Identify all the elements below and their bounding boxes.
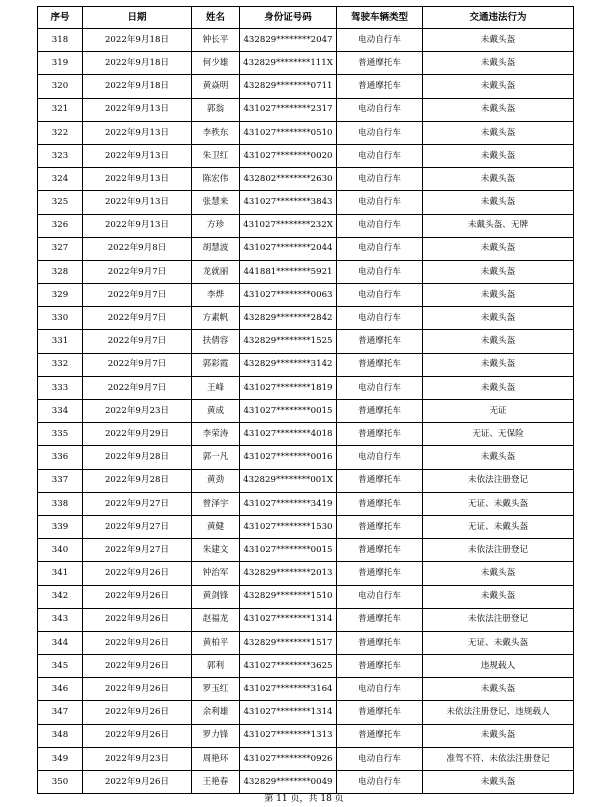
cell-violation: 未戴头盔 [423, 353, 574, 376]
cell-name: 罗力锋 [192, 724, 240, 747]
cell-violation: 未戴头盔 [423, 52, 574, 75]
cell-vehicle-type: 普通摩托车 [337, 701, 423, 724]
cell-violation: 未戴头盔 [423, 98, 574, 121]
cell-id-number: 431027********2317 [240, 98, 337, 121]
cell-index: 325 [38, 191, 83, 214]
table-row [38, 330, 574, 353]
cell-index: 337 [38, 469, 83, 492]
table-row [38, 608, 574, 631]
cell-vehicle-type: 普通摩托车 [337, 492, 423, 515]
cell-vehicle-type: 普通摩托车 [337, 330, 423, 353]
cell-violation: 无证、未戴头盔 [423, 631, 574, 654]
cell-date: 2022年9月26日 [83, 608, 192, 631]
cell-violation: 未戴头盔 [423, 771, 574, 794]
cell-vehicle-type: 普通摩托车 [337, 515, 423, 538]
cell-id-number: 431027********1313 [240, 724, 337, 747]
cell-vehicle-type: 电动自行车 [337, 121, 423, 144]
cell-id-number: 432829********2013 [240, 562, 337, 585]
cell-id-number: 431027********4018 [240, 423, 337, 446]
table-row [38, 237, 574, 260]
table-header-row [38, 7, 574, 29]
cell-name: 郭翁 [192, 98, 240, 121]
table-row [38, 144, 574, 167]
cell-violation: 准驾不符、未依法注册登记 [423, 747, 574, 770]
table-row [38, 260, 574, 283]
cell-violation: 未戴头盔、无牌 [423, 214, 574, 237]
table-row [38, 75, 574, 98]
cell-date: 2022年9月13日 [83, 98, 192, 121]
cell-name: 陈宏伟 [192, 168, 240, 191]
table-row [38, 469, 574, 492]
cell-index: 328 [38, 260, 83, 283]
cell-index: 326 [38, 214, 83, 237]
table-row [38, 701, 574, 724]
cell-vehicle-type: 普通摩托车 [337, 539, 423, 562]
cell-name: 罗玉红 [192, 678, 240, 701]
cell-index: 338 [38, 492, 83, 515]
cell-date: 2022年9月18日 [83, 52, 192, 75]
cell-name: 李荣涛 [192, 423, 240, 446]
cell-vehicle-type: 电动自行车 [337, 237, 423, 260]
cell-id-number: 431027********2044 [240, 237, 337, 260]
cell-violation: 未戴头盔 [423, 75, 574, 98]
cell-date: 2022年9月13日 [83, 214, 192, 237]
cell-vehicle-type: 普通摩托车 [337, 562, 423, 585]
cell-name: 王艳春 [192, 771, 240, 794]
cell-date: 2022年9月13日 [83, 168, 192, 191]
cell-vehicle-type: 电动自行车 [337, 446, 423, 469]
cell-violation: 违规载人 [423, 655, 574, 678]
cell-index: 319 [38, 52, 83, 75]
table-row [38, 539, 574, 562]
cell-date: 2022年9月26日 [83, 701, 192, 724]
violations-table [37, 6, 574, 794]
cell-id-number: 441881********5921 [240, 260, 337, 283]
cell-violation: 未戴头盔 [423, 29, 574, 52]
cell-date: 2022年9月28日 [83, 469, 192, 492]
table-row [38, 446, 574, 469]
cell-date: 2022年9月7日 [83, 330, 192, 353]
page-footer: 第 11 页，共 18 页 [264, 794, 344, 804]
cell-name: 黄焱明 [192, 75, 240, 98]
cell-vehicle-type: 电动自行车 [337, 284, 423, 307]
table-row [38, 29, 574, 52]
header-vehicle-type: 驾驶车辆类型 [337, 7, 423, 29]
cell-index: 336 [38, 446, 83, 469]
cell-vehicle-type: 普通摩托车 [337, 724, 423, 747]
cell-vehicle-type: 普通摩托车 [337, 631, 423, 654]
cell-vehicle-type: 电动自行车 [337, 260, 423, 283]
cell-violation: 未戴头盔 [423, 191, 574, 214]
cell-vehicle-type: 普通摩托车 [337, 52, 423, 75]
table-row [38, 655, 574, 678]
cell-name: 曾泽宇 [192, 492, 240, 515]
cell-id-number: 432829********2047 [240, 29, 337, 52]
cell-violation: 未戴头盔 [423, 446, 574, 469]
cell-vehicle-type: 普通摩托车 [337, 75, 423, 98]
cell-index: 341 [38, 562, 83, 585]
cell-id-number: 431027********3625 [240, 655, 337, 678]
cell-violation: 未戴头盔 [423, 121, 574, 144]
cell-index: 346 [38, 678, 83, 701]
table-row [38, 771, 574, 794]
header-date: 日期 [83, 7, 192, 29]
cell-id-number: 431027********1314 [240, 608, 337, 631]
cell-date: 2022年9月23日 [83, 747, 192, 770]
table-row [38, 678, 574, 701]
cell-id-number: 432829********111X [240, 52, 337, 75]
cell-index: 323 [38, 144, 83, 167]
cell-date: 2022年9月26日 [83, 585, 192, 608]
cell-vehicle-type: 电动自行车 [337, 771, 423, 794]
cell-name: 黄健 [192, 515, 240, 538]
cell-date: 2022年9月18日 [83, 29, 192, 52]
cell-name: 王峰 [192, 376, 240, 399]
cell-violation: 未依法注册登记、违规载人 [423, 701, 574, 724]
cell-date: 2022年9月13日 [83, 191, 192, 214]
cell-vehicle-type: 电动自行车 [337, 307, 423, 330]
cell-vehicle-type: 电动自行车 [337, 747, 423, 770]
cell-name: 朱建文 [192, 539, 240, 562]
cell-name: 周艳环 [192, 747, 240, 770]
cell-date: 2022年9月29日 [83, 423, 192, 446]
cell-index: 331 [38, 330, 83, 353]
cell-index: 329 [38, 284, 83, 307]
cell-vehicle-type: 电动自行车 [337, 678, 423, 701]
cell-index: 318 [38, 29, 83, 52]
cell-date: 2022年9月26日 [83, 678, 192, 701]
cell-id-number: 431027********1530 [240, 515, 337, 538]
cell-vehicle-type: 普通摩托车 [337, 423, 423, 446]
cell-vehicle-type: 普通摩托车 [337, 469, 423, 492]
cell-vehicle-type: 普通摩托车 [337, 655, 423, 678]
cell-violation: 未戴头盔 [423, 678, 574, 701]
table-row [38, 168, 574, 191]
cell-violation: 未戴头盔 [423, 284, 574, 307]
cell-id-number: 432829********1510 [240, 585, 337, 608]
cell-violation: 无证 [423, 400, 574, 423]
table-row [38, 562, 574, 585]
cell-id-number: 431027********1819 [240, 376, 337, 399]
cell-date: 2022年9月8日 [83, 237, 192, 260]
table-row [38, 585, 574, 608]
cell-violation: 未戴头盔 [423, 376, 574, 399]
cell-index: 327 [38, 237, 83, 260]
cell-index: 322 [38, 121, 83, 144]
cell-index: 321 [38, 98, 83, 121]
cell-id-number: 432829********001X [240, 469, 337, 492]
cell-id-number: 431027********0016 [240, 446, 337, 469]
cell-index: 332 [38, 353, 83, 376]
cell-id-number: 432829********1525 [240, 330, 337, 353]
cell-id-number: 431027********0020 [240, 144, 337, 167]
cell-vehicle-type: 电动自行车 [337, 214, 423, 237]
cell-date: 2022年9月28日 [83, 446, 192, 469]
cell-index: 333 [38, 376, 83, 399]
cell-vehicle-type: 电动自行车 [337, 585, 423, 608]
cell-vehicle-type: 电动自行车 [337, 376, 423, 399]
cell-name: 黄柏平 [192, 631, 240, 654]
cell-id-number: 431027********3843 [240, 191, 337, 214]
table-row [38, 191, 574, 214]
table-row [38, 515, 574, 538]
cell-index: 339 [38, 515, 83, 538]
cell-name: 李秩东 [192, 121, 240, 144]
cell-date: 2022年9月26日 [83, 655, 192, 678]
cell-name: 方素帆 [192, 307, 240, 330]
table-row [38, 284, 574, 307]
cell-vehicle-type: 电动自行车 [337, 29, 423, 52]
cell-index: 348 [38, 724, 83, 747]
cell-violation: 未戴头盔 [423, 585, 574, 608]
cell-vehicle-type: 电动自行车 [337, 144, 423, 167]
cell-date: 2022年9月27日 [83, 515, 192, 538]
table-row [38, 747, 574, 770]
cell-index: 349 [38, 747, 83, 770]
cell-date: 2022年9月26日 [83, 631, 192, 654]
table-row [38, 214, 574, 237]
cell-index: 342 [38, 585, 83, 608]
cell-violation: 未依法注册登记 [423, 469, 574, 492]
cell-violation: 未依法注册登记 [423, 608, 574, 631]
cell-index: 347 [38, 701, 83, 724]
cell-violation: 未依法注册登记 [423, 539, 574, 562]
cell-id-number: 432829********2842 [240, 307, 337, 330]
cell-index: 344 [38, 631, 83, 654]
cell-violation: 无证、无保险 [423, 423, 574, 446]
cell-date: 2022年9月7日 [83, 353, 192, 376]
cell-vehicle-type: 普通摩托车 [337, 608, 423, 631]
table-row [38, 376, 574, 399]
cell-index: 343 [38, 608, 83, 631]
cell-date: 2022年9月27日 [83, 539, 192, 562]
cell-name: 李烨 [192, 284, 240, 307]
cell-id-number: 431027********3164 [240, 678, 337, 701]
cell-violation: 未戴头盔 [423, 168, 574, 191]
cell-index: 335 [38, 423, 83, 446]
cell-date: 2022年9月7日 [83, 307, 192, 330]
table-body [38, 29, 574, 794]
cell-name: 朱卫红 [192, 144, 240, 167]
header-violation: 交通违法行为 [423, 7, 574, 29]
table-row [38, 98, 574, 121]
cell-name: 龙就丽 [192, 260, 240, 283]
cell-name: 张慧来 [192, 191, 240, 214]
cell-name: 黄剑锋 [192, 585, 240, 608]
cell-vehicle-type: 普通摩托车 [337, 353, 423, 376]
cell-name: 黄成 [192, 400, 240, 423]
cell-id-number: 432829********1517 [240, 631, 337, 654]
cell-id-number: 431027********0926 [240, 747, 337, 770]
cell-violation: 未戴头盔 [423, 330, 574, 353]
cell-violation: 未戴头盔 [423, 260, 574, 283]
cell-id-number: 431027********0063 [240, 284, 337, 307]
cell-index: 350 [38, 771, 83, 794]
cell-index: 345 [38, 655, 83, 678]
cell-name: 钟治军 [192, 562, 240, 585]
cell-violation: 未戴头盔 [423, 724, 574, 747]
cell-name: 郭一凡 [192, 446, 240, 469]
cell-id-number: 432829********0049 [240, 771, 337, 794]
cell-date: 2022年9月26日 [83, 771, 192, 794]
cell-name: 赵福龙 [192, 608, 240, 631]
cell-name: 扶倩容 [192, 330, 240, 353]
cell-vehicle-type: 普通摩托车 [337, 400, 423, 423]
cell-date: 2022年9月13日 [83, 121, 192, 144]
cell-date: 2022年9月27日 [83, 492, 192, 515]
cell-name: 何少雄 [192, 52, 240, 75]
header-id-number: 身份证号码 [240, 7, 337, 29]
cell-vehicle-type: 电动自行车 [337, 98, 423, 121]
table-row [38, 724, 574, 747]
table-row [38, 423, 574, 446]
cell-date: 2022年9月23日 [83, 400, 192, 423]
cell-id-number: 431027********0015 [240, 400, 337, 423]
cell-date: 2022年9月13日 [83, 144, 192, 167]
cell-violation: 未戴头盔 [423, 144, 574, 167]
table-row [38, 492, 574, 515]
cell-vehicle-type: 电动自行车 [337, 168, 423, 191]
header-name: 姓名 [192, 7, 240, 29]
cell-name: 余利雄 [192, 701, 240, 724]
cell-index: 340 [38, 539, 83, 562]
cell-date: 2022年9月7日 [83, 376, 192, 399]
cell-violation: 未戴头盔 [423, 237, 574, 260]
cell-index: 324 [38, 168, 83, 191]
cell-name: 黄劲 [192, 469, 240, 492]
cell-id-number: 432829********0711 [240, 75, 337, 98]
cell-violation: 未戴头盔 [423, 307, 574, 330]
cell-id-number: 431027********0510 [240, 121, 337, 144]
table-row [38, 121, 574, 144]
table-row [38, 353, 574, 376]
cell-date: 2022年9月18日 [83, 75, 192, 98]
cell-name: 钟长平 [192, 29, 240, 52]
table-row [38, 52, 574, 75]
cell-name: 郭利 [192, 655, 240, 678]
cell-id-number: 432829********3142 [240, 353, 337, 376]
cell-id-number: 431027********232X [240, 214, 337, 237]
table-row [38, 631, 574, 654]
header-index: 序号 [38, 7, 83, 29]
cell-date: 2022年9月26日 [83, 724, 192, 747]
cell-violation: 无证、未戴头盔 [423, 492, 574, 515]
table-row [38, 307, 574, 330]
cell-violation: 无证、未戴头盔 [423, 515, 574, 538]
cell-name: 方珍 [192, 214, 240, 237]
cell-index: 334 [38, 400, 83, 423]
cell-date: 2022年9月7日 [83, 260, 192, 283]
cell-name: 郭彩霞 [192, 353, 240, 376]
cell-id-number: 431027********1314 [240, 701, 337, 724]
cell-date: 2022年9月26日 [83, 562, 192, 585]
cell-id-number: 431027********0015 [240, 539, 337, 562]
cell-index: 330 [38, 307, 83, 330]
cell-index: 320 [38, 75, 83, 98]
cell-date: 2022年9月7日 [83, 284, 192, 307]
cell-name: 胡慧波 [192, 237, 240, 260]
cell-violation: 未戴头盔 [423, 562, 574, 585]
cell-vehicle-type: 电动自行车 [337, 191, 423, 214]
cell-id-number: 432802********2630 [240, 168, 337, 191]
table-row [38, 400, 574, 423]
cell-id-number: 431027********3419 [240, 492, 337, 515]
